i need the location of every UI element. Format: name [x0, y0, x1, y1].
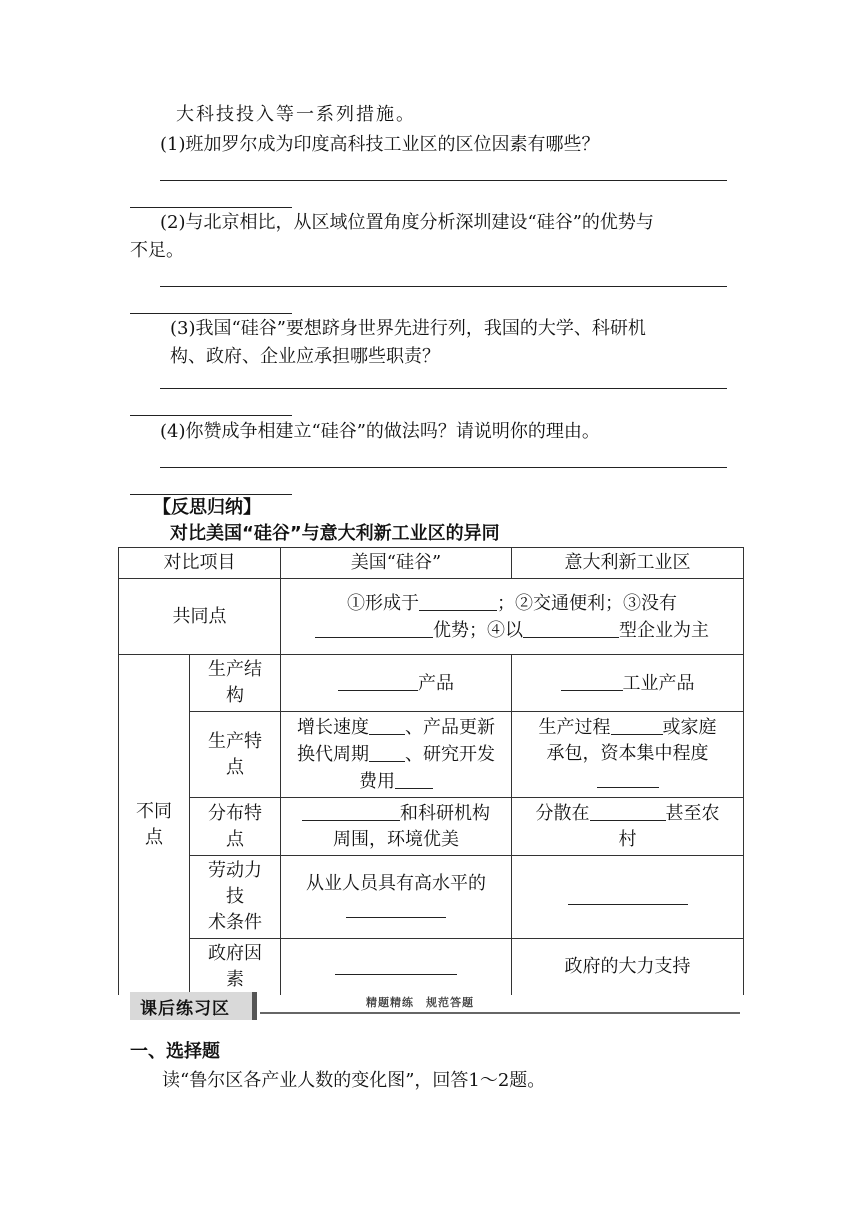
row-label: 生产结 构 — [190, 655, 281, 712]
diff-row-distribution — [119, 798, 744, 856]
italy-distribution: 分散在 甚至农 村 — [512, 798, 744, 856]
blank[interactable] — [302, 800, 400, 821]
header-italy: 意大利新工业区 — [512, 548, 744, 579]
answer-line[interactable] — [160, 286, 727, 287]
reflect-heading: 【反思归纳】 — [153, 497, 261, 518]
comparison-table — [118, 547, 744, 995]
silicon-structure: 产品 — [281, 655, 512, 712]
blank[interactable] — [315, 617, 433, 638]
italy-structure: 工业产品 — [512, 655, 744, 712]
blank[interactable] — [395, 768, 433, 789]
blank[interactable] — [346, 897, 446, 918]
exercise-banner — [130, 992, 740, 1022]
diff-label: 不同 点 — [119, 655, 190, 996]
row-label: 劳动力 技 术条件 — [190, 856, 281, 939]
blank[interactable] — [419, 590, 497, 611]
question-4: (4)你赞成争相建立“硅谷”的做法吗？请说明你的理由。 — [160, 421, 600, 442]
italy-government: 政府的大力支持 — [512, 939, 744, 996]
diff-row-structure — [119, 655, 744, 712]
banner-slogan: 精题精练 规范答题 — [366, 996, 474, 1009]
silicon-features: 增长速度 、产品更新 换代周期 、研究开发 费用 — [281, 712, 512, 798]
banner-tag: 课后练习区 — [130, 992, 257, 1020]
intro-line: 大科技投入等一系列措施。 — [176, 104, 416, 125]
blank[interactable] — [590, 800, 666, 821]
blank[interactable] — [335, 954, 457, 975]
italy-features: 生产过程 或家庭 承包，资本集中程度 — [512, 712, 744, 798]
italy-labor — [512, 856, 744, 939]
row-label: 分布特 点 — [190, 798, 281, 856]
blank[interactable] — [369, 714, 405, 735]
blank[interactable] — [611, 714, 663, 735]
blank[interactable] — [369, 741, 405, 762]
diff-row-government — [119, 939, 744, 996]
instruction: 读“鲁尔区各产业人数的变化图”，回答1～2题。 — [162, 1070, 546, 1091]
silicon-government — [281, 939, 512, 996]
common-content: ①形成于 ；②交通便利；③没有 优势；④以 型企业为主 — [281, 579, 744, 655]
answer-line[interactable] — [160, 467, 727, 468]
diff-row-features — [119, 712, 744, 798]
answer-line[interactable] — [130, 313, 292, 314]
blank[interactable] — [523, 617, 619, 638]
banner-divider — [260, 1012, 740, 1014]
answer-line[interactable] — [130, 207, 292, 208]
question-2-line2: 不足。 — [130, 240, 184, 261]
table-header-row — [119, 548, 744, 579]
blank[interactable] — [561, 670, 623, 691]
question-2-line1: (2)与北京相比，从区域位置角度分析深圳建设“硅谷”的优势与 — [160, 212, 654, 233]
section-heading: 一、选择题 — [130, 1041, 220, 1062]
table-title: 对比美国“硅谷”与意大利新工业区的异同 — [170, 523, 500, 544]
question-3-line1: (3)我国“硅谷”要想跻身世界先进行列，我国的大学、科研机 — [170, 318, 646, 339]
header-silicon-valley: 美国“硅谷” — [281, 548, 512, 579]
question-1: (1)班加罗尔成为印度高科技工业区的区位因素有哪些？ — [160, 134, 600, 155]
silicon-distribution: 和科研机构 周围，环境优美 — [281, 798, 512, 856]
common-row — [119, 579, 744, 655]
diff-row-labor — [119, 856, 744, 939]
blank[interactable] — [597, 767, 659, 788]
answer-line[interactable] — [160, 180, 727, 181]
common-label: 共同点 — [119, 579, 281, 655]
header-item: 对比项目 — [119, 548, 281, 579]
row-label: 生产特 点 — [190, 712, 281, 798]
blank[interactable] — [568, 884, 688, 905]
blank[interactable] — [338, 670, 418, 691]
question-3-line2: 构、政府、企业应承担哪些职责？ — [170, 346, 440, 367]
row-label: 政府因 素 — [190, 939, 281, 996]
answer-line[interactable] — [160, 388, 727, 389]
answer-line[interactable] — [130, 415, 292, 416]
silicon-labor: 从业人员具有高水平的 — [281, 856, 512, 939]
